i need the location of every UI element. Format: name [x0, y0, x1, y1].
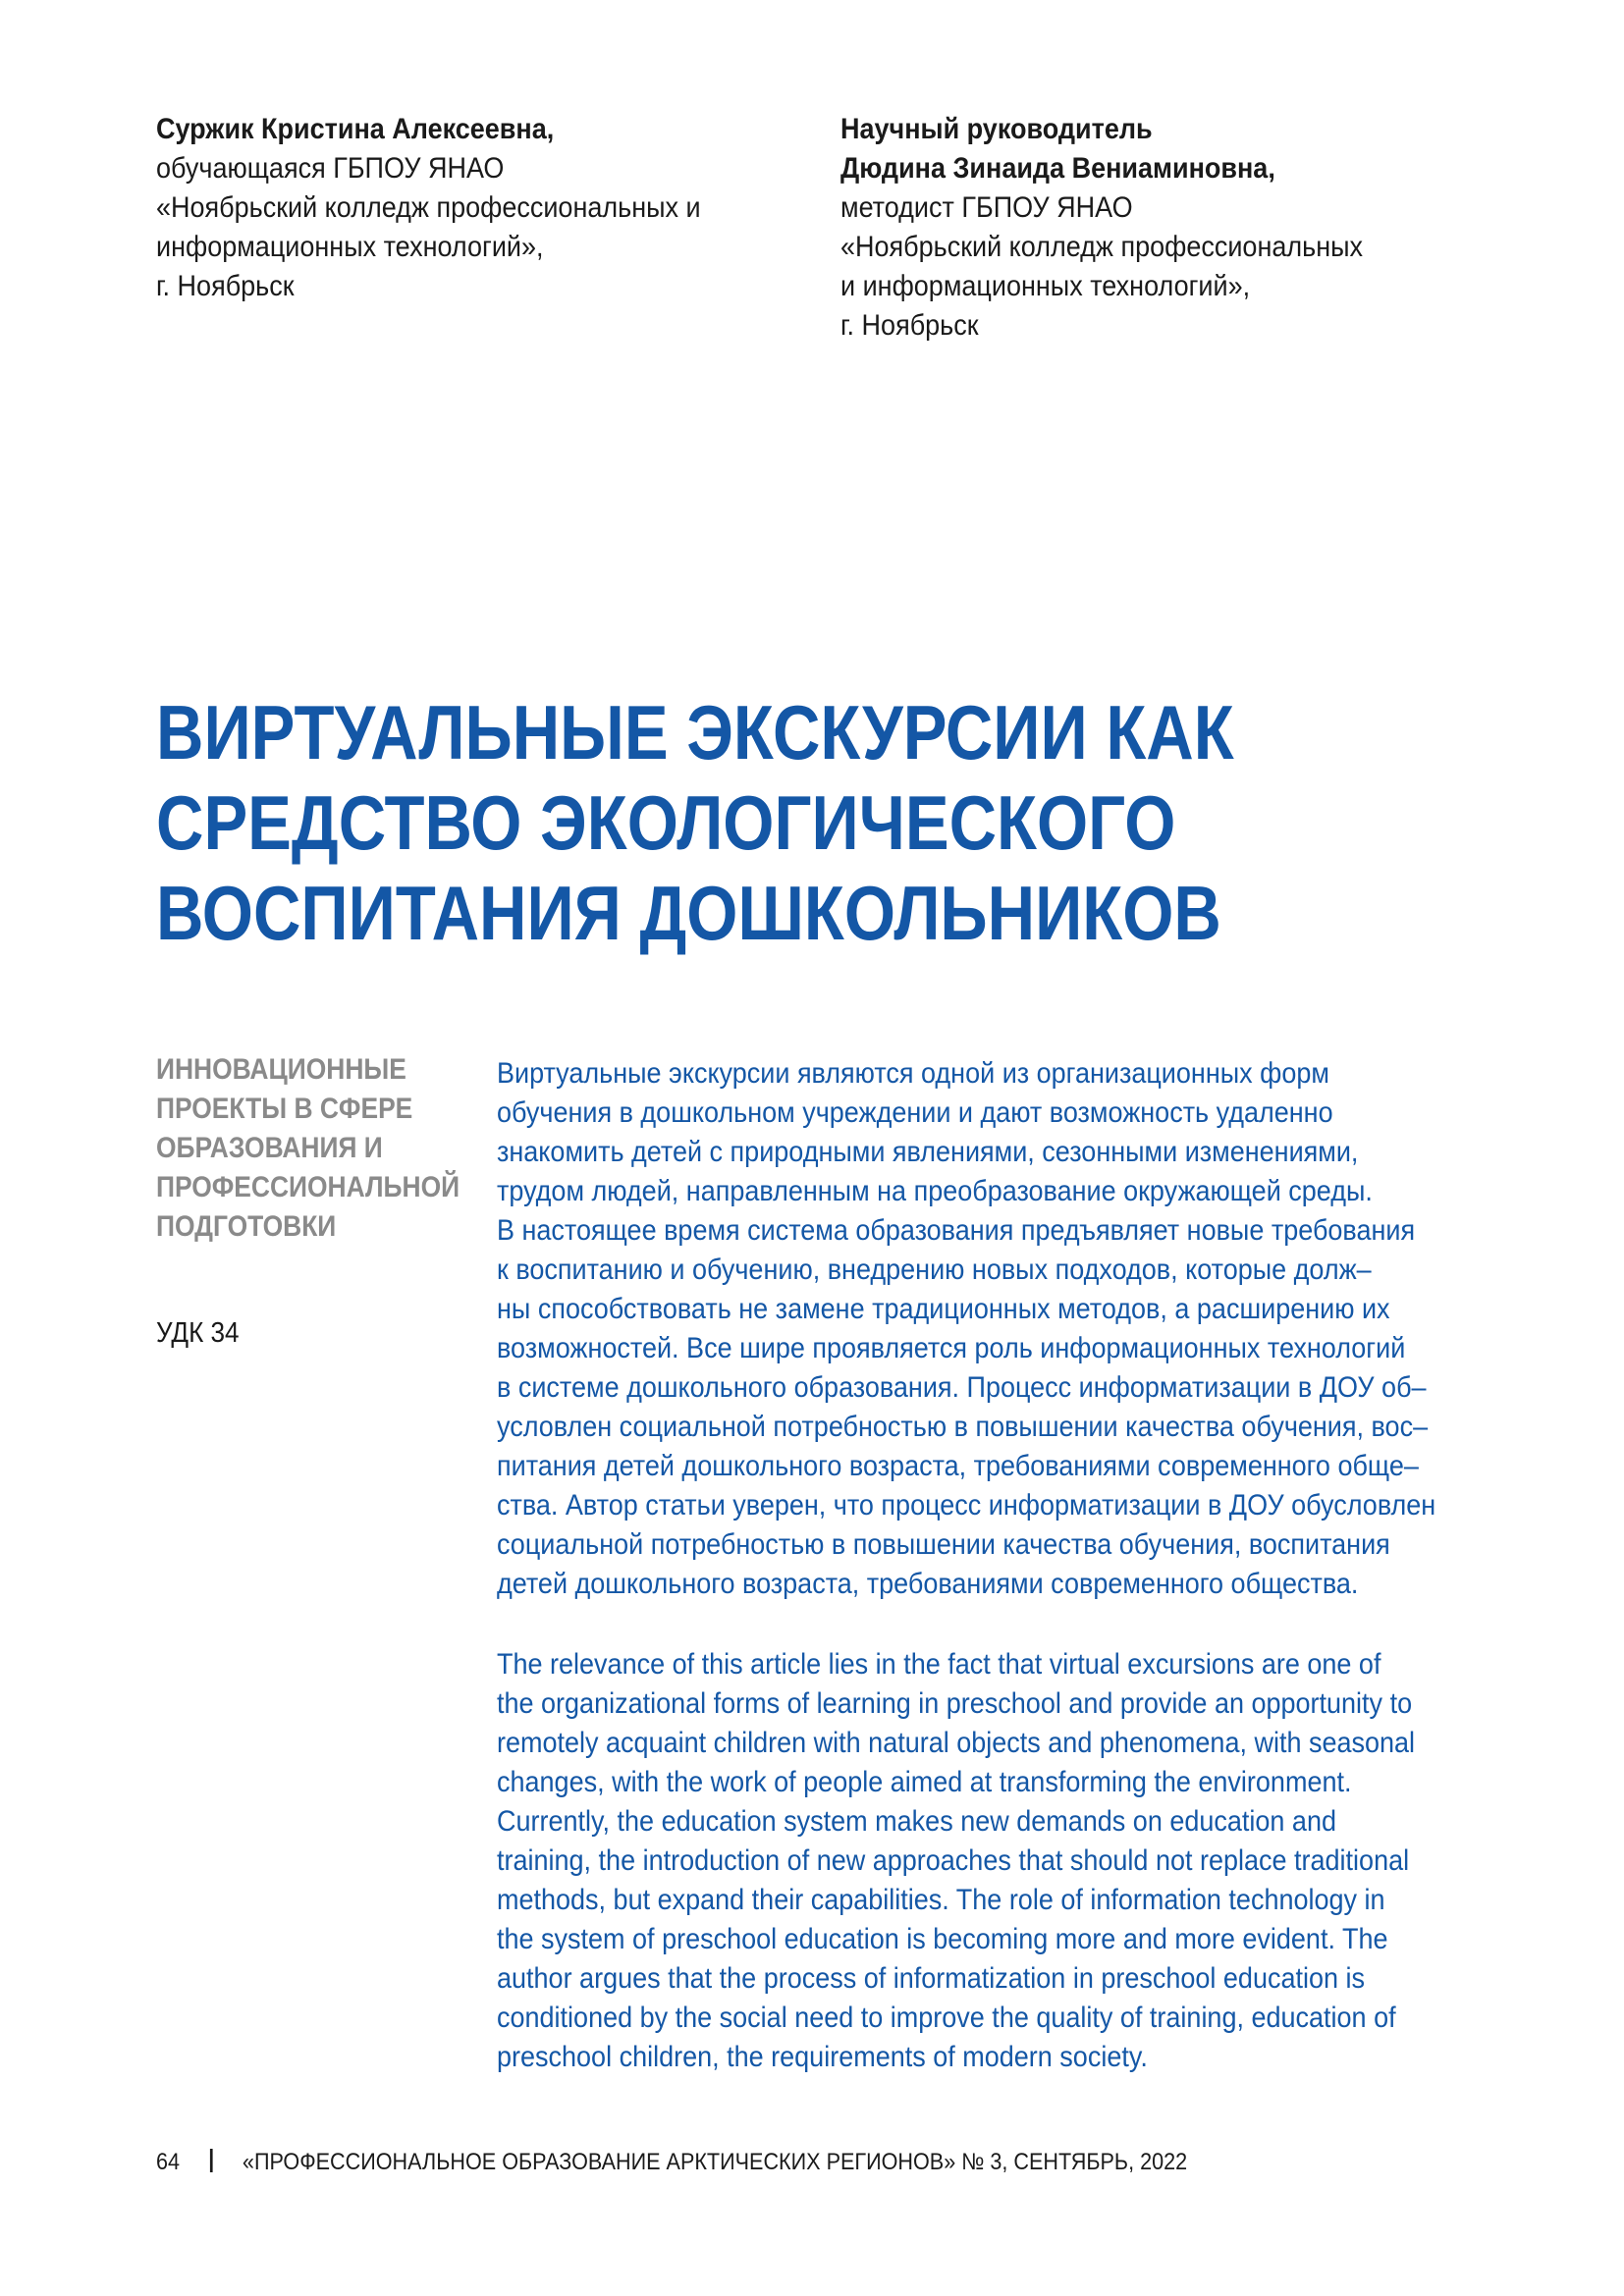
- udk-code: УДК 34: [156, 1317, 240, 1349]
- supervisor-info: [840, 110, 1406, 346]
- author-college-line-1: «Ноябрьский колледж профессиональных и: [156, 191, 701, 224]
- abstract-en-line: changes, with the work of people aimed at transforming the environment.: [497, 1766, 1352, 1798]
- abstract-ru-line: социальной потребностью в повышении качества обучения, воспитания: [497, 1528, 1390, 1561]
- abstract-ru-line: питания детей дошкольного возраста, требованиями современного обще–: [497, 1450, 1419, 1482]
- abstract-en-line: the system of preschool education is becoming more and more evident. The: [497, 1923, 1388, 1955]
- abstract-en-line: The relevance of this article lies in the fact that virtual excursions are one of: [497, 1648, 1381, 1681]
- abstract-ru-line: детей дошкольного возраста, требованиями современного общества.: [497, 1568, 1359, 1600]
- rubric-line-3: ОБРАЗОВАНИЯ И: [156, 1132, 383, 1164]
- abstract-en-line: training, the introduction of new approaches that should not replace traditional: [497, 1844, 1410, 1877]
- journal-title: «ПРОФЕССИОНАЛЬНОЕ ОБРАЗОВАНИЕ АРКТИЧЕСКИХ РЕГИОНОВ» № 3, СЕНТЯБРЬ, 2022: [242, 2149, 1188, 2175]
- abstract-ru-line: условлен социальной потребностью в повышении качества обучения, вос–: [497, 1411, 1429, 1443]
- abstract-en-line: author argues that the process of informatization in preschool education is: [497, 1962, 1366, 1995]
- supervisor-name: Дюдина Зинаида Вениаминовна,: [840, 152, 1275, 185]
- article-title: [156, 687, 1338, 958]
- title-line-2: СРЕДСТВО ЭКОЛОГИЧЕСКОГО: [156, 779, 1176, 866]
- abstract-en-line: Currently, the education system makes new demands on education and: [497, 1805, 1336, 1838]
- abstract-ru-line: ства. Автор статьи уверен, что процесс информатизации в ДОУ обусловлен: [497, 1489, 1436, 1522]
- supervisor-college-line-2: и информационных технологий»,: [840, 270, 1251, 302]
- footer-separator: [210, 2149, 213, 2172]
- supervisor-city: г. Ноябрьск: [840, 309, 979, 342]
- abstract-ru-line: В настоящее время система образования предъявляет новые требования: [497, 1214, 1416, 1247]
- abstract-en-line: methods, but expand their capabilities. The role of information technology in: [497, 1884, 1385, 1916]
- supervisor-position: методист ГБПОУ ЯНАО: [840, 191, 1133, 224]
- abstract-en-line: preschool children, the requirements of modern society.: [497, 2041, 1148, 2073]
- abstract-en-line: remotely acquaint children with natural objects and phenomena, with seasonal: [497, 1727, 1416, 1759]
- rubric-line-5: ПОДГОТОВКИ: [156, 1210, 337, 1243]
- rubric-line-1: ИННОВАЦИОННЫЕ: [156, 1053, 406, 1086]
- abstract-en-line: the organizational forms of learning in preschool and provide an opportunity to: [497, 1687, 1413, 1720]
- abstract-ru-line: возможностей. Все шире проявляется роль информационных технологий: [497, 1332, 1406, 1364]
- abstract-english: [497, 1645, 1487, 2077]
- abstract-ru-line: обучения в дошкольном учреждении и дают возможность удаленно: [497, 1096, 1333, 1129]
- rubric-line-2: ПРОЕКТЫ В СФЕРЕ: [156, 1093, 413, 1125]
- abstract-ru-line: к воспитанию и обучению, внедрению новых подходов, которые долж–: [497, 1254, 1372, 1286]
- section-rubric: [156, 1050, 460, 1247]
- abstract-ru-line: трудом людей, направленным на преобразование окружающей среды.: [497, 1175, 1373, 1207]
- author-info: [156, 110, 739, 306]
- abstract-ru-line: знакомить детей с природными явлениями, сезонными изменениями,: [497, 1136, 1359, 1168]
- author-college-line-2: информационных технологий»,: [156, 231, 544, 263]
- abstract-russian: [497, 1054, 1487, 1604]
- abstract-ru-line: в системе дошкольного образования. Процесс информатизации в ДОУ об–: [497, 1371, 1427, 1404]
- supervisor-college-line-1: «Ноябрьский колледж профессиональных: [840, 231, 1364, 263]
- author-city: г. Ноябрьск: [156, 270, 295, 302]
- abstract-ru-line: Виртуальные экскурсии являются одной из организационных форм: [497, 1057, 1329, 1090]
- rubric-line-4: ПРОФЕССИОНАЛЬНОЙ: [156, 1171, 460, 1203]
- supervisor-role: Научный руководитель: [840, 113, 1153, 145]
- abstract-en-line: conditioned by the social need to improve the quality of training, education of: [497, 2002, 1396, 2034]
- page-number: 64: [156, 2149, 181, 2175]
- page-footer: [156, 2148, 1187, 2177]
- abstract-ru-line: ны способствовать не замене традиционных методов, а расширению их: [497, 1293, 1390, 1325]
- title-line-1: ВИРТУАЛЬНЫЕ ЭКСКУРСИИ КАК: [156, 689, 1234, 775]
- author-name: Суржик Кристина Алексеевна,: [156, 113, 555, 145]
- author-position: обучающаяся ГБПОУ ЯНАО: [156, 152, 505, 185]
- title-line-3: ВОСПИТАНИЯ ДОШКОЛЬНИКОВ: [156, 870, 1221, 956]
